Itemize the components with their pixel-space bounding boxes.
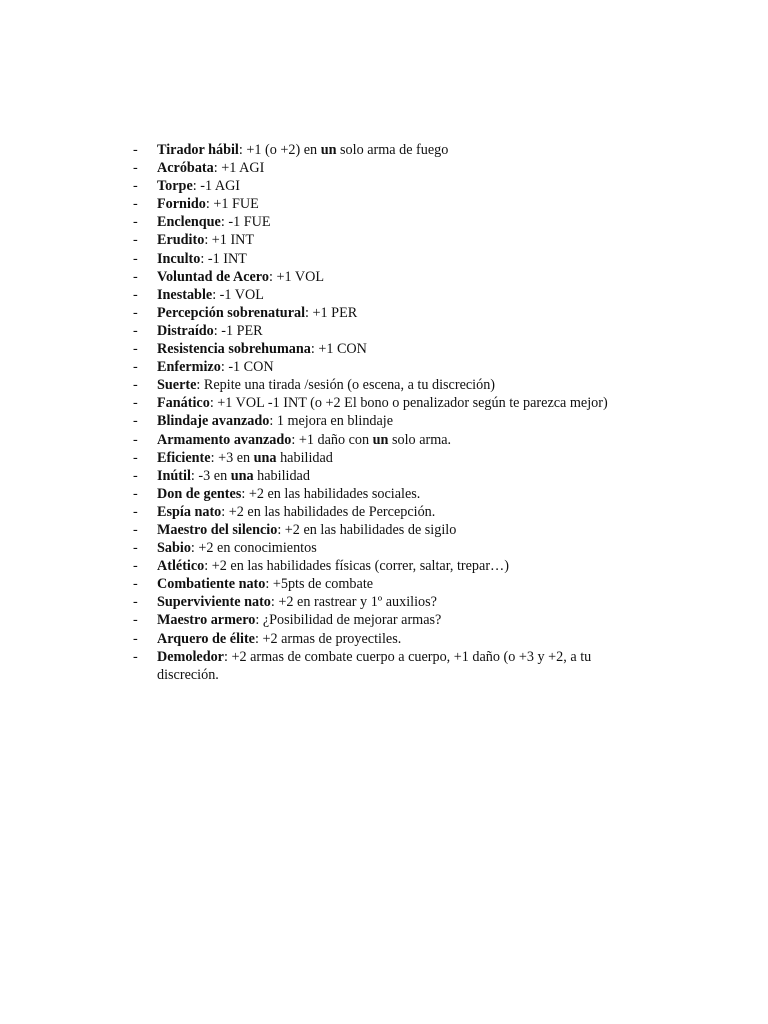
body-text: : -3 en bbox=[190, 467, 231, 484]
body-text: : +2 en las habilidades sociales. bbox=[241, 485, 421, 502]
body-text: : +2 en las habilidades de Percepción. bbox=[221, 503, 436, 520]
bold-text: Fornido bbox=[157, 196, 206, 213]
bold-text: Combatiente nato bbox=[157, 576, 266, 593]
trait-item bbox=[133, 286, 643, 304]
trait-item bbox=[133, 485, 643, 503]
body-text: solo arma de fuego bbox=[336, 142, 449, 158]
body-text: : +1 VOL bbox=[268, 268, 324, 285]
trait-item bbox=[133, 268, 643, 286]
bold-text: una bbox=[253, 449, 277, 466]
trait-item bbox=[133, 195, 643, 213]
trait-item bbox=[133, 593, 643, 611]
body-text: habilidad bbox=[253, 467, 310, 484]
trait-item bbox=[133, 358, 643, 376]
trait-item bbox=[133, 539, 643, 557]
trait-item bbox=[133, 304, 643, 322]
list-dash: - bbox=[133, 395, 138, 412]
trait-item bbox=[133, 630, 643, 648]
body-text: : +1 VOL -1 INT (o +2 El bono o penalizador según te parezca mejor) bbox=[209, 395, 608, 412]
list-dash: - bbox=[133, 558, 138, 575]
bold-text: un bbox=[320, 142, 337, 158]
list-dash: - bbox=[133, 485, 138, 502]
bold-text: Enclenque bbox=[157, 214, 221, 231]
list-dash: - bbox=[133, 467, 138, 484]
body-text: : +2 en conocimientos bbox=[190, 540, 317, 557]
list-dash: - bbox=[133, 268, 138, 285]
bold-text: Voluntad de Acero bbox=[157, 268, 269, 285]
trait-list bbox=[133, 141, 643, 684]
list-dash: - bbox=[133, 214, 138, 231]
trait-item bbox=[133, 213, 643, 231]
bold-text: Fanático bbox=[157, 395, 210, 412]
bold-text: Acróbata bbox=[157, 160, 214, 177]
trait-item bbox=[133, 431, 643, 449]
list-dash: - bbox=[133, 431, 138, 448]
trait-item bbox=[133, 467, 643, 485]
bold-text: Percepción sobrenatural bbox=[157, 304, 306, 321]
trait-item bbox=[133, 575, 643, 593]
body-text: : -1 CON bbox=[220, 359, 274, 376]
body-text: : +3 en bbox=[210, 449, 254, 466]
list-dash: - bbox=[133, 540, 138, 557]
list-dash: - bbox=[133, 196, 138, 213]
list-dash: - bbox=[133, 304, 138, 321]
body-text: : -1 VOL bbox=[212, 286, 264, 303]
body-text: : 1 mejora en blindaje bbox=[269, 413, 394, 430]
body-text: : +1 (o +2) en bbox=[238, 142, 321, 158]
body-text: : +1 AGI bbox=[213, 160, 265, 177]
list-dash: - bbox=[133, 503, 138, 520]
trait-item bbox=[133, 521, 643, 539]
bold-text: Don de gentes bbox=[157, 485, 242, 502]
bold-text: Enfermizo bbox=[157, 359, 221, 376]
trait-item bbox=[133, 648, 643, 684]
body-text: : -1 FUE bbox=[220, 214, 271, 231]
body-text: : ¿Posibilidad de mejorar armas? bbox=[255, 612, 442, 629]
bold-text: Inútil bbox=[157, 467, 191, 484]
list-dash: - bbox=[133, 594, 138, 611]
body-text: : +2 en las habilidades físicas (correr, saltar, trepar…) bbox=[204, 558, 509, 575]
list-dash: - bbox=[133, 142, 138, 158]
trait-item bbox=[133, 141, 643, 159]
body-text: : -1 INT bbox=[200, 250, 247, 267]
list-dash: - bbox=[133, 322, 138, 339]
trait-item bbox=[133, 557, 643, 575]
trait-item bbox=[133, 412, 643, 430]
body-text: : +1 CON bbox=[310, 341, 367, 358]
body-text: : -1 PER bbox=[213, 322, 263, 339]
list-dash: - bbox=[133, 341, 138, 358]
bold-text: Maestro del silencio bbox=[157, 521, 278, 538]
bold-text: una bbox=[230, 467, 254, 484]
list-dash: - bbox=[133, 576, 138, 593]
trait-item bbox=[133, 503, 643, 521]
trait-item bbox=[133, 376, 643, 394]
trait-item bbox=[133, 611, 643, 629]
bold-text: Blindaje avanzado bbox=[157, 413, 270, 430]
body-text: : +2 en las habilidades de sigilo bbox=[277, 521, 457, 538]
body-text: solo arma. bbox=[388, 431, 452, 448]
body-text: : +1 INT bbox=[204, 232, 255, 249]
body-text: : -1 AGI bbox=[192, 178, 241, 195]
trait-item bbox=[133, 231, 643, 249]
body-text: habilidad bbox=[276, 449, 333, 466]
bold-text: Torpe bbox=[157, 178, 193, 195]
trait-item bbox=[133, 394, 643, 412]
bold-text: Erudito bbox=[157, 232, 205, 249]
body-text: : +5pts de combate bbox=[265, 576, 374, 593]
body-text: : +1 daño con bbox=[291, 431, 373, 448]
list-dash: - bbox=[133, 232, 138, 249]
list-dash: - bbox=[133, 648, 138, 665]
trait-item bbox=[133, 159, 643, 177]
body-text: : +2 armas de combate cuerpo a cuerpo, +1 daño (o +3 y +2, a tu discreción. bbox=[157, 648, 592, 683]
list-dash: - bbox=[133, 178, 138, 195]
body-text: : Repite una tirada /sesión (o escena, a tu discreción) bbox=[196, 377, 496, 394]
bold-text: Suerte bbox=[157, 377, 197, 394]
body-text: : +1 FUE bbox=[205, 196, 259, 213]
list-dash: - bbox=[133, 286, 138, 303]
list-dash: - bbox=[133, 612, 138, 629]
trait-item bbox=[133, 177, 643, 195]
trait-item bbox=[133, 322, 643, 340]
bold-text: Demoledor bbox=[157, 648, 224, 665]
bold-text: un bbox=[372, 431, 389, 448]
body-text: : +2 armas de proyectiles. bbox=[254, 630, 402, 647]
bold-text: Resistencia sobrehumana bbox=[157, 341, 311, 358]
body-text: : +1 PER bbox=[305, 304, 358, 321]
list-dash: - bbox=[133, 449, 138, 466]
body-text: : +2 en rastrear y 1º auxilios? bbox=[270, 594, 437, 611]
list-dash: - bbox=[133, 359, 138, 376]
bold-text: Sabio bbox=[157, 540, 191, 557]
list-dash: - bbox=[133, 377, 138, 394]
bold-text: Superviviente nato bbox=[157, 594, 271, 611]
list-dash: - bbox=[133, 413, 138, 430]
bold-text: Arquero de élite bbox=[157, 630, 255, 647]
trait-item bbox=[133, 250, 643, 268]
trait-item bbox=[133, 449, 643, 467]
bold-text: Inestable bbox=[157, 286, 213, 303]
bold-text: Inculto bbox=[157, 250, 201, 267]
list-dash: - bbox=[133, 521, 138, 538]
list-dash: - bbox=[133, 250, 138, 267]
list-dash: - bbox=[133, 160, 138, 177]
bold-text: Armamento avanzado bbox=[157, 431, 292, 448]
bold-text: Eficiente bbox=[157, 449, 211, 466]
trait-item bbox=[133, 340, 643, 358]
bold-text: Maestro armero bbox=[157, 612, 256, 629]
list-dash: - bbox=[133, 630, 138, 647]
bold-text: Espía nato bbox=[157, 503, 222, 520]
bold-text: Atlético bbox=[157, 558, 205, 575]
bold-text: Tirador hábil bbox=[157, 142, 239, 158]
bold-text: Distraído bbox=[157, 322, 214, 339]
